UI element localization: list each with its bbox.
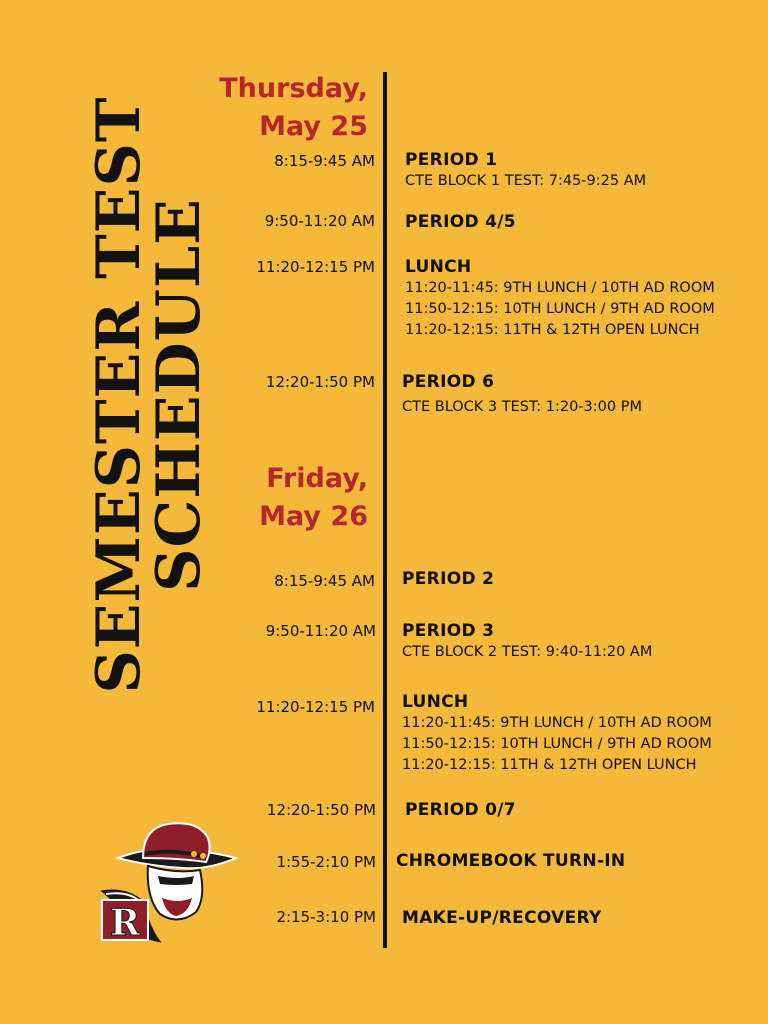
logo-letter: R — [110, 902, 140, 944]
schedule-entry — [405, 211, 516, 233]
entry-detail: CTE BLOCK 2 TEST: 9:40-11:20 AM — [402, 644, 653, 660]
title-line-2: SCHEDULE — [144, 198, 214, 592]
page-title — [84, 70, 214, 720]
entry-detail: CTE BLOCK 3 TEST: 1:20-3:00 PM — [402, 399, 642, 415]
entry-title: PERIOD 3 — [402, 621, 495, 641]
time-label: 2:15-3:10 PM — [276, 908, 376, 926]
time-label: 8:15-9:45 AM — [274, 572, 375, 590]
schedule-entry — [402, 568, 494, 590]
schedule-entry — [402, 907, 602, 929]
entry-title: PERIOD 1 — [405, 150, 498, 170]
entry-title: PERIOD 2 — [402, 569, 495, 589]
entry-title: LUNCH — [402, 692, 469, 712]
entry-title: PERIOD 6 — [402, 372, 495, 392]
entry-detail: 11:50-12:15: 10TH LUNCH / 9TH AD ROOM — [405, 301, 715, 317]
schedule-entry — [402, 691, 712, 776]
day-date: May 25 — [259, 111, 368, 142]
day-date: May 26 — [259, 501, 368, 532]
schedule-entry — [405, 149, 646, 192]
time-label: 11:20-12:15 PM — [256, 258, 375, 276]
entry-title: PERIOD 0/7 — [405, 800, 516, 820]
schedule-entry — [402, 620, 652, 663]
day-heading-thursday — [219, 70, 368, 146]
entry-title: PERIOD 4/5 — [405, 212, 516, 232]
entry-detail: 11:20-12:15: 11TH & 12TH OPEN LUNCH — [402, 757, 697, 773]
time-label: 8:15-9:45 AM — [274, 152, 375, 170]
cowboy-mascot-icon — [88, 818, 238, 948]
time-label: 11:20-12:15 PM — [256, 698, 375, 716]
day-heading-friday — [259, 460, 368, 536]
schedule-entry — [405, 256, 715, 341]
schedule-entry — [405, 799, 516, 821]
entry-detail: 11:20-11:45: 9TH LUNCH / 10TH AD ROOM — [405, 280, 715, 296]
entry-title: CHROMEBOOK TURN-IN — [396, 851, 626, 871]
schedule-entry — [396, 850, 625, 872]
time-label: 12:20-1:50 PM — [266, 801, 376, 819]
schedule-entry — [402, 371, 642, 418]
day-name: Friday, — [266, 463, 368, 494]
entry-detail: 11:20-12:15: 11TH & 12TH OPEN LUNCH — [405, 322, 700, 338]
entry-title: MAKE-UP/RECOVERY — [402, 908, 602, 928]
entry-detail: 11:20-11:45: 9TH LUNCH / 10TH AD ROOM — [402, 715, 712, 731]
title-line-1: SEMESTER TEST — [84, 96, 154, 694]
time-label: 9:50-11:20 AM — [265, 622, 376, 640]
divider-line — [383, 72, 387, 948]
time-label: 1:55-2:10 PM — [276, 853, 376, 871]
time-label: 9:50-11:20 AM — [264, 212, 375, 230]
title-block — [84, 70, 214, 720]
entry-title: LUNCH — [405, 257, 472, 277]
entry-detail: 11:50-12:15: 10TH LUNCH / 9TH AD ROOM — [402, 736, 712, 752]
day-name: Thursday, — [219, 73, 368, 104]
time-label: 12:20-1:50 PM — [265, 373, 375, 391]
entry-detail: CTE BLOCK 1 TEST: 7:45-9:25 AM — [405, 173, 647, 189]
